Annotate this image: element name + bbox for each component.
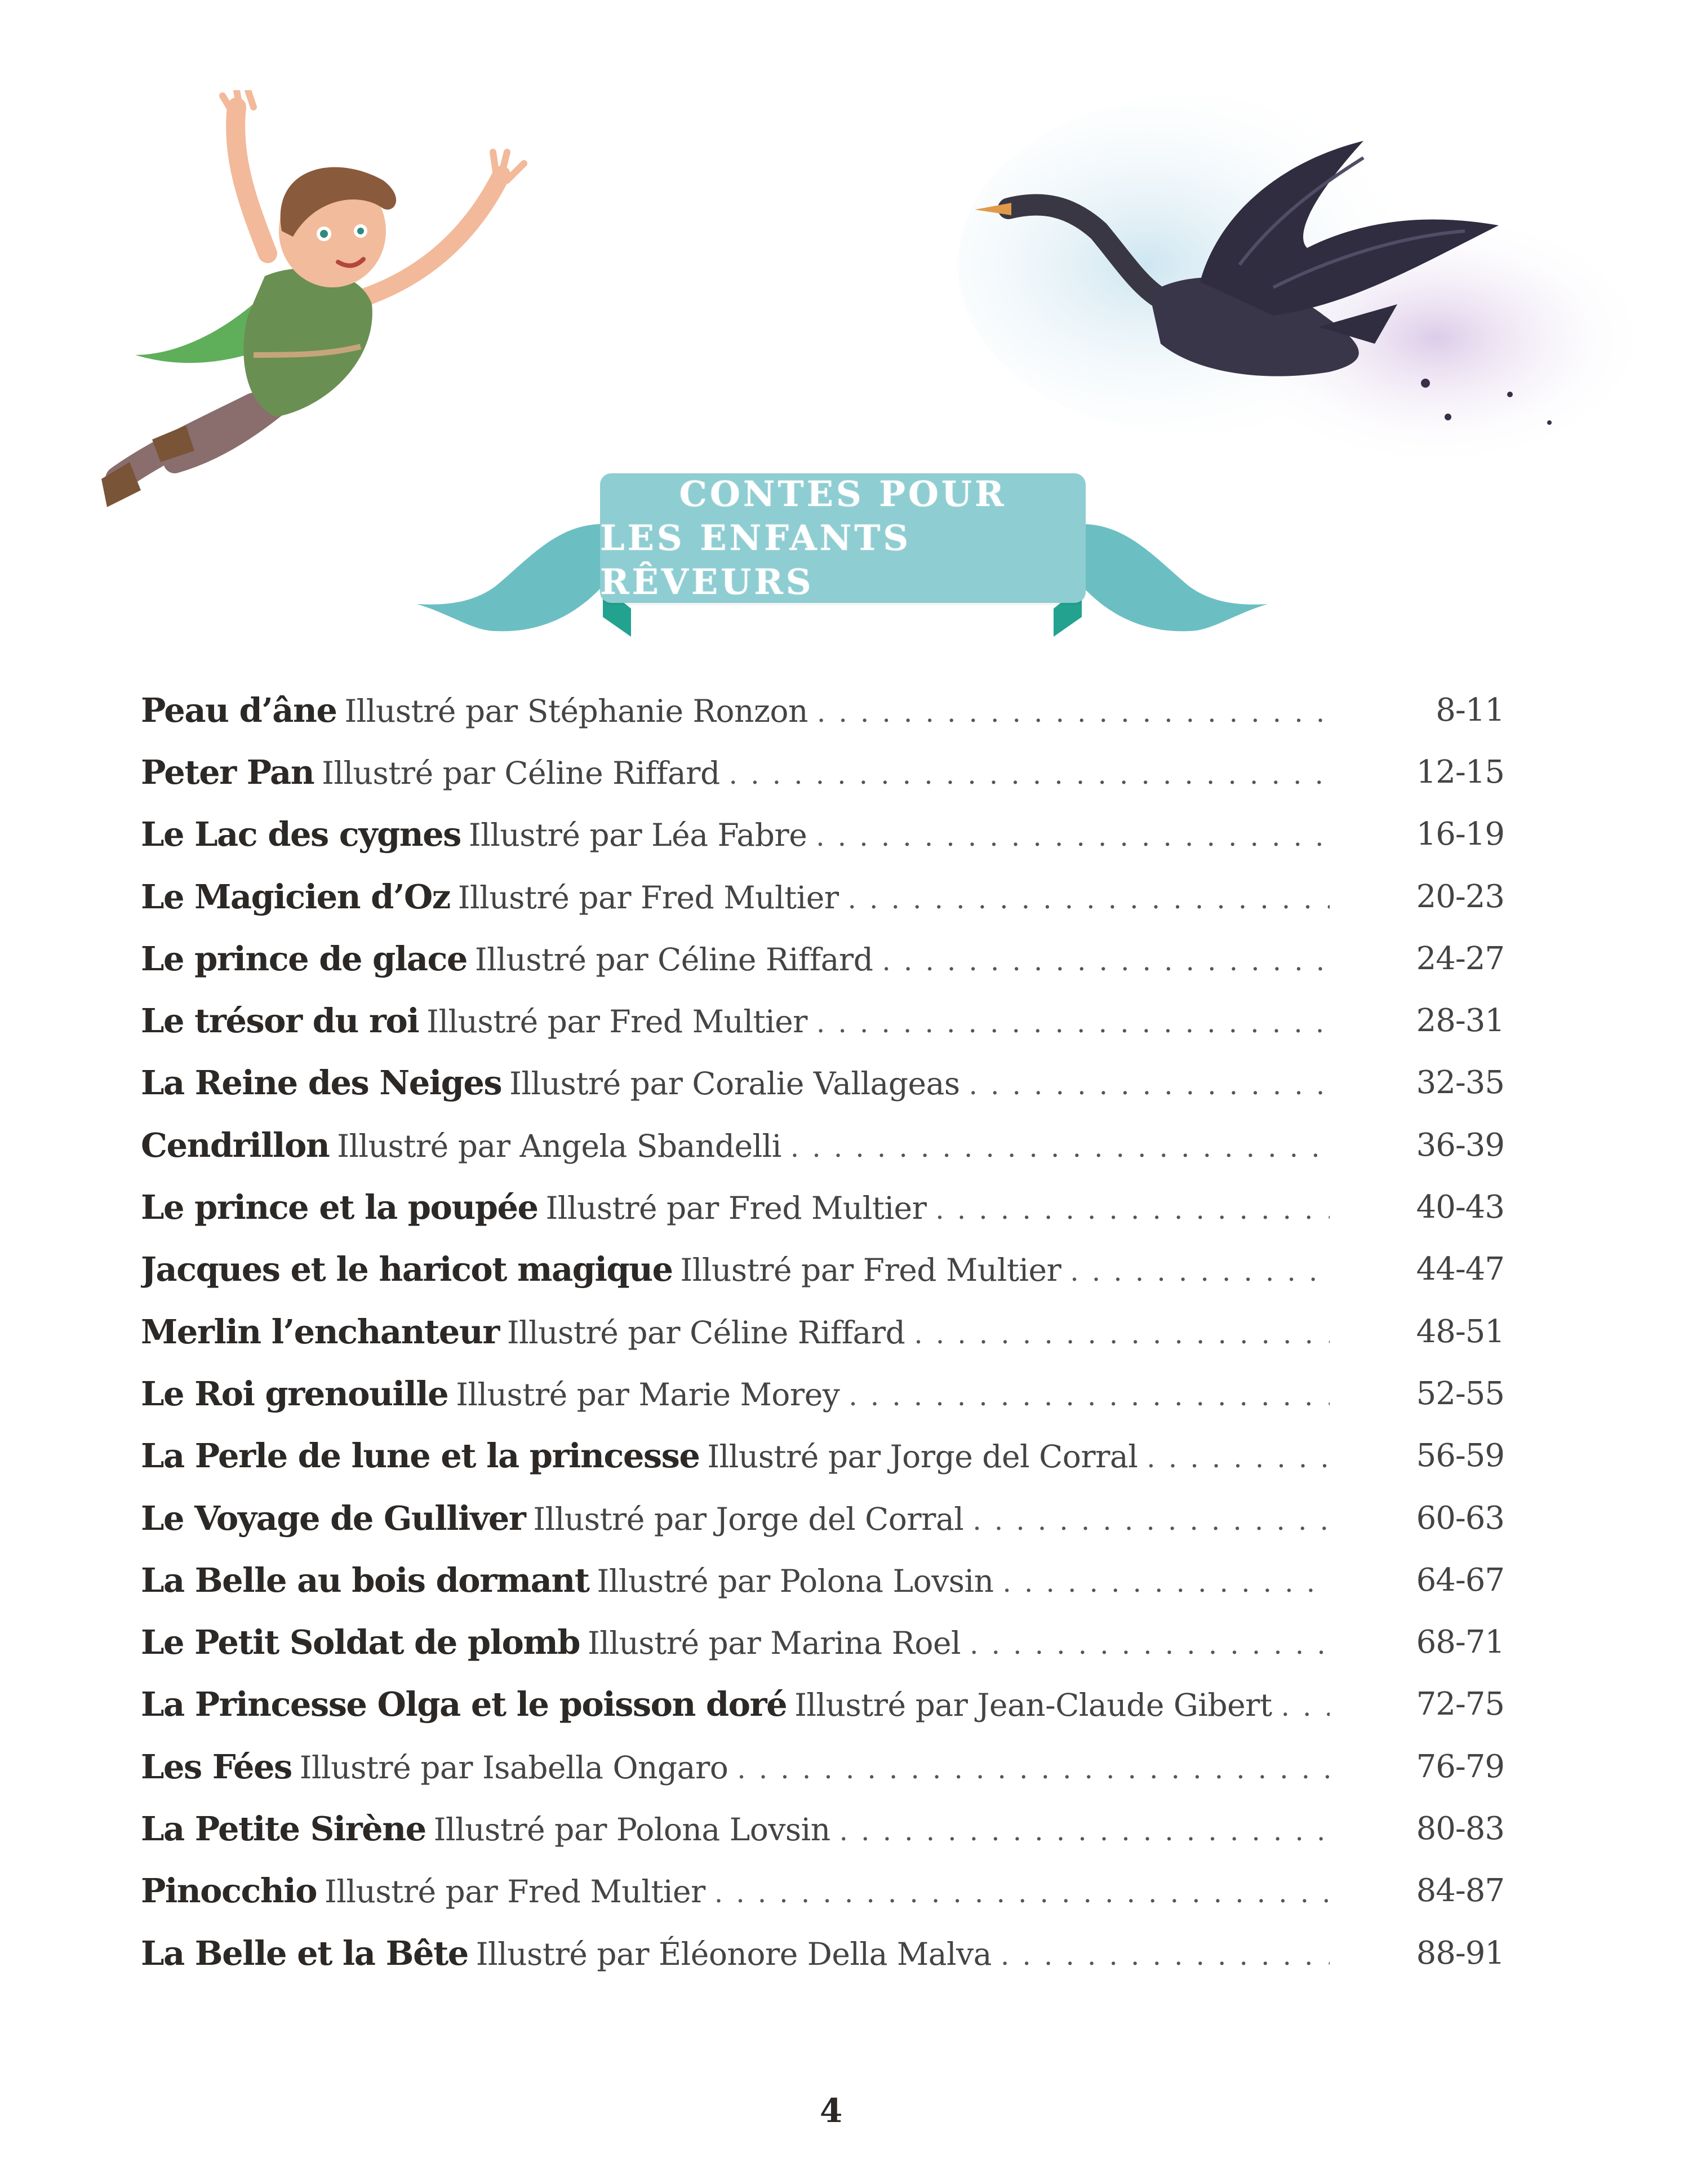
black-swan-illustration	[958, 79, 1651, 473]
toc-entry-pages: 32-35	[1416, 1064, 1504, 1102]
toc-entry-pages: 8-11	[1436, 691, 1504, 729]
toc-entry[interactable]	[141, 1922, 1504, 1984]
toc-entry-pages: 80-83	[1416, 1810, 1504, 1847]
toc-entry[interactable]	[141, 1239, 1504, 1300]
toc-entry-illustrator: Illustré par Jorge del Corral	[707, 1439, 1138, 1475]
toc-entry-pages: 44-47	[1416, 1251, 1504, 1288]
toc-entry-title: Le prince de glace	[141, 939, 467, 978]
toc-entry-title: Jacques et le haricot magique	[141, 1250, 673, 1289]
toc-entry-title: La Perle de lune et la princesse	[141, 1436, 700, 1476]
toc-entry-pages: 28-31	[1416, 1002, 1504, 1040]
toc-entry-pages: 40-43	[1416, 1189, 1504, 1226]
leader-dots	[969, 1069, 1330, 1101]
toc-entry-title: Merlin l’enchanteur	[141, 1312, 499, 1351]
toc-entry-illustrator: Illustré par Céline Riffard	[507, 1314, 905, 1351]
toc-entry-illustrator: Illustré par Angela Sbandelli	[337, 1127, 781, 1164]
toc-entry[interactable]	[141, 1611, 1504, 1673]
toc-entry[interactable]	[141, 1114, 1504, 1176]
toc-entry[interactable]	[141, 1052, 1504, 1114]
banner-title-line-2: LES ENFANTS RÊVEURS	[600, 517, 912, 602]
toc-entry-title: Peter Pan	[141, 752, 314, 792]
toc-entry-pages: 60-63	[1416, 1499, 1504, 1537]
peter-pan-illustration	[68, 90, 575, 530]
toc-entry[interactable]	[141, 865, 1504, 927]
leader-dots	[914, 1319, 1330, 1350]
toc-entry-pages: 24-27	[1416, 940, 1504, 977]
toc-entry-illustrator: Illustré par Stéphanie Ronzon	[344, 693, 808, 729]
toc-entry[interactable]	[141, 927, 1504, 989]
leader-dots	[1281, 1691, 1330, 1723]
banner-box	[600, 473, 1086, 603]
toc-entry[interactable]	[141, 1425, 1504, 1487]
leader-dots	[737, 1754, 1330, 1785]
leader-dots	[1070, 1256, 1330, 1288]
toc-entry-pages: 72-75	[1416, 1686, 1504, 1723]
toc-entry[interactable]	[141, 1797, 1504, 1859]
toc-entry[interactable]	[141, 1300, 1504, 1362]
toc-entry[interactable]	[141, 804, 1504, 865]
toc-entry[interactable]	[141, 1549, 1504, 1611]
toc-entry-illustrator: Illustré par Isabella Ongaro	[299, 1749, 728, 1786]
toc-entry[interactable]	[141, 1487, 1504, 1549]
toc-entry-title: Le Petit Soldat de plomb	[141, 1623, 580, 1662]
toc-entry-illustrator: Illustré par Léa Fabre	[468, 817, 807, 854]
leader-dots	[816, 1007, 1330, 1039]
table-of-contents	[141, 679, 1504, 1984]
toc-entry-illustrator: Illustré par Fred Multier	[545, 1190, 927, 1227]
toc-entry-illustrator: Illustré par Fred Multier	[457, 879, 839, 916]
toc-entry-illustrator: Illustré par Polona Lovsin	[597, 1562, 994, 1599]
toc-entry[interactable]	[141, 1362, 1504, 1424]
toc-entry-pages: 20-23	[1416, 878, 1504, 915]
toc-entry[interactable]	[141, 1176, 1504, 1238]
toc-entry-illustrator: Illustré par Jean-Claude Gibert	[794, 1687, 1272, 1724]
leader-dots	[848, 884, 1330, 915]
toc-entry[interactable]	[141, 1735, 1504, 1797]
toc-entry-illustrator: Illustré par Céline Riffard	[474, 941, 873, 978]
toc-entry-pages: 84-87	[1416, 1872, 1504, 1910]
toc-entry-illustrator: Illustré par Jorge del Corral	[533, 1501, 964, 1537]
toc-entry-title: La Belle au bois dormant	[141, 1560, 589, 1600]
toc-entry-title: Le Lac des cygnes	[141, 815, 461, 854]
toc-entry-illustrator: Illustré par Polona Lovsin	[433, 1811, 830, 1848]
toc-entry-illustrator: Illustré par Marina Roel	[588, 1625, 961, 1662]
leader-dots	[970, 1629, 1330, 1661]
toc-entry-title: Le prince et la poupée	[141, 1188, 538, 1227]
leader-dots	[849, 1380, 1330, 1412]
toc-entry-pages: 12-15	[1416, 753, 1504, 791]
toc-entry-pages: 64-67	[1416, 1561, 1504, 1599]
toc-entry-title: Peau d’âne	[141, 690, 337, 730]
toc-entry-pages: 36-39	[1416, 1126, 1504, 1164]
title-banner	[411, 473, 1273, 642]
toc-entry-title: Les Fées	[141, 1747, 292, 1786]
toc-entry-title: La Petite Sirène	[141, 1809, 426, 1848]
toc-entry-pages: 16-19	[1416, 816, 1504, 853]
toc-entry[interactable]	[141, 989, 1504, 1051]
leader-dots	[1001, 1940, 1330, 1972]
toc-entry-title: Le Roi grenouille	[141, 1374, 448, 1413]
leader-dots	[729, 759, 1330, 791]
leader-dots	[816, 821, 1330, 853]
toc-entry-title: La Princesse Olga et le poisson doré	[141, 1685, 787, 1724]
leader-dots	[839, 1815, 1330, 1847]
toc-entry-illustrator: Illustré par Coralie Vallageas	[509, 1066, 960, 1102]
leader-dots	[935, 1194, 1330, 1226]
toc-entry-title: Pinocchio	[141, 1871, 317, 1911]
leader-dots	[817, 697, 1330, 729]
toc-entry-illustrator: Illustré par Céline Riffard	[322, 754, 720, 791]
page-number: 4	[820, 2092, 843, 2130]
toc-entry-pages: 76-79	[1416, 1748, 1504, 1785]
leader-dots	[790, 1132, 1330, 1164]
toc-entry-pages: 52-55	[1416, 1375, 1504, 1412]
toc-entry[interactable]	[141, 1673, 1504, 1735]
leader-dots	[1147, 1442, 1330, 1474]
leader-dots	[882, 945, 1330, 977]
toc-entry-illustrator: Illustré par Éléonore Della Malva	[476, 1936, 992, 1972]
toc-entry-pages: 88-91	[1416, 1934, 1504, 1972]
toc-entry-title: La Belle et la Bête	[141, 1933, 468, 1973]
leader-dots	[1003, 1567, 1330, 1599]
toc-entry[interactable]	[141, 741, 1504, 803]
toc-entry-pages: 68-71	[1416, 1624, 1504, 1661]
toc-entry-title: Le trésor du roi	[141, 1001, 419, 1041]
toc-entry-illustrator: Illustré par Fred Multier	[325, 1874, 705, 1910]
toc-entry-illustrator: Illustré par Marie Morey	[456, 1376, 840, 1413]
leader-dots	[972, 1505, 1330, 1537]
banner-title-line-1: CONTES POUR	[679, 473, 1007, 514]
toc-entry-title: Le Magicien d’Oz	[141, 877, 450, 916]
toc-entry[interactable]	[141, 1860, 1504, 1922]
toc-entry[interactable]	[141, 679, 1504, 741]
toc-entry-title: Le Voyage de Gulliver	[141, 1498, 526, 1538]
toc-entry-pages: 56-59	[1416, 1437, 1504, 1475]
toc-entry-illustrator: Illustré par Fred Multier	[680, 1252, 1061, 1289]
toc-entry-title: Cendrillon	[141, 1125, 330, 1165]
toc-entry-illustrator: Illustré par Fred Multier	[427, 1004, 807, 1040]
leader-dots	[714, 1877, 1330, 1909]
toc-entry-title: La Reine des Neiges	[141, 1063, 502, 1103]
toc-entry-pages: 48-51	[1416, 1313, 1504, 1350]
